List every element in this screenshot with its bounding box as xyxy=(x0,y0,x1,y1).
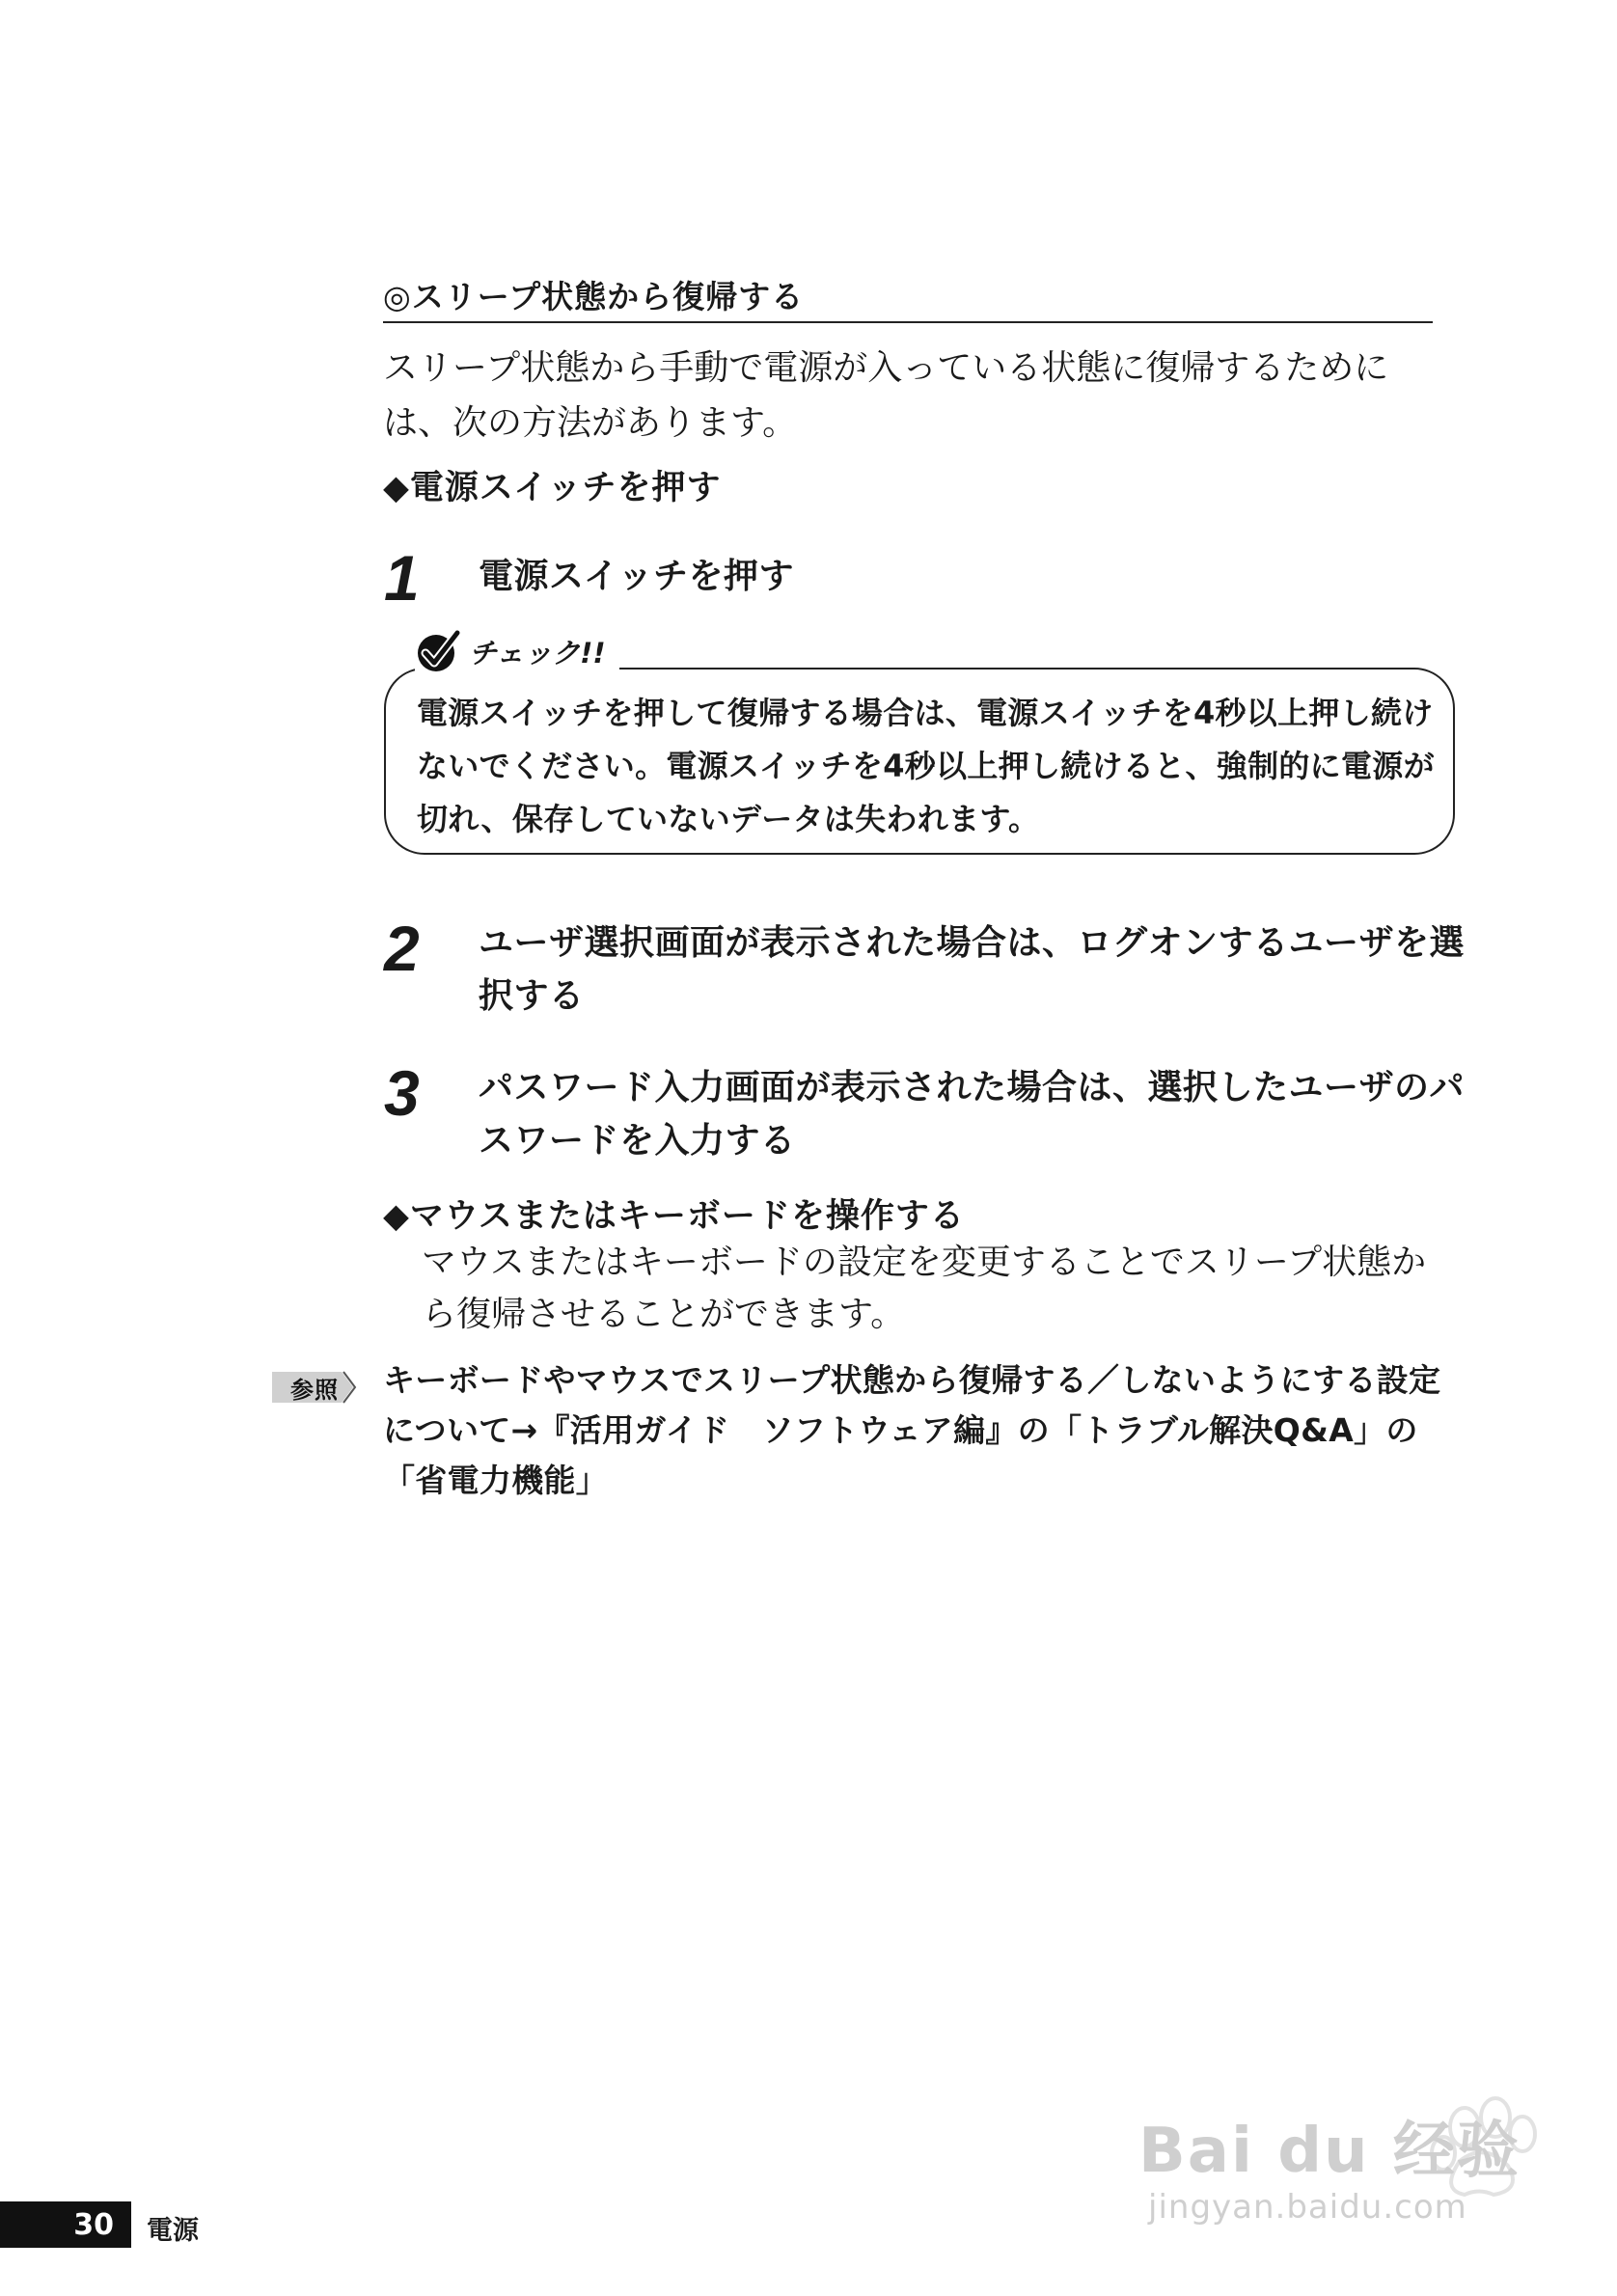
step-text-3: パスワード入力画面が表示された場合は、選択したユーザのパスワードを入力する xyxy=(479,1068,1466,1161)
reference-tag xyxy=(270,1368,359,1407)
step-number-3: 3 xyxy=(384,1057,420,1129)
watermark-brand: Bai du 经验 xyxy=(1138,2116,1521,2187)
sub-heading-power-switch: ◆電源スイッチを押す xyxy=(383,469,722,507)
step-number-2: 2 xyxy=(384,913,420,984)
page-number: 30 xyxy=(0,2201,131,2248)
watermark-url: jingyan.baidu.com xyxy=(1148,2188,1467,2227)
intro-paragraph: スリープ状態から手動で電源が入っている状態に復帰するためには、次の方法があります。 xyxy=(383,348,1389,443)
reference-label: 参照 xyxy=(290,1376,339,1404)
reference-text: キーボードやマウスでスリープ状態から復帰する／しないようにする設定について→『活用ガイド ソフトウェア編』の「トラブル解決Q&A」の「省電力機能」 xyxy=(383,1361,1441,1499)
sub-heading-mouse-keyboard: ◆マウスまたはキーボードを操作する xyxy=(383,1197,965,1236)
step-text-2: ユーザ選択画面が表示された場合は、ログオンするユーザを選択する xyxy=(479,923,1466,1016)
page-section-name: 電源 xyxy=(147,2216,199,2246)
section-heading: ◎スリープ状態から復帰する xyxy=(383,278,805,315)
mouse-keyboard-paragraph: マウスまたはキーボードの設定を変更することでスリープ状態から復帰させることができます。 xyxy=(422,1243,1427,1334)
check-label: チェック!! xyxy=(469,636,606,670)
step-text-1: 電源スイッチを押す xyxy=(479,557,795,596)
section-rule xyxy=(383,321,1433,323)
check-note-text: 電源スイッチを押して復帰する場合は、電源スイッチを4秒以上押し続けないでください。電源スイッチを4秒以上押し続けると、強制的に電源が切れ、保存していないデータは失われます。 xyxy=(417,695,1435,837)
check-icon xyxy=(415,627,463,675)
step-number-1: 1 xyxy=(384,542,420,614)
check-badge xyxy=(415,627,619,675)
